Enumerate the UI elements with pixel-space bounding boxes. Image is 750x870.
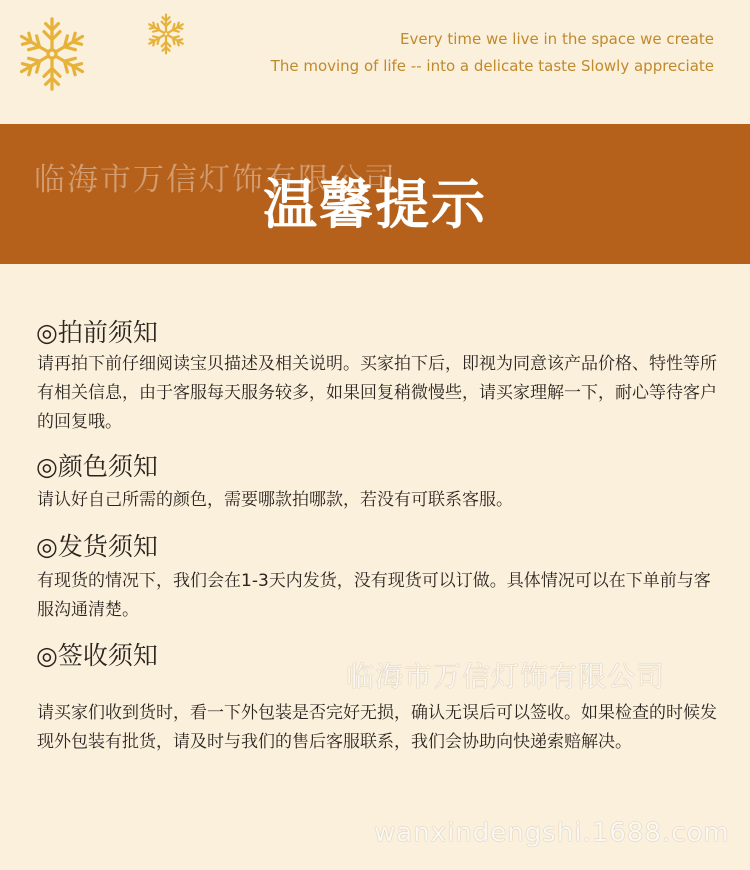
title-banner xyxy=(0,124,750,264)
tagline-line-1: Every time we live in the space we create xyxy=(399,30,714,48)
snowflake-icon xyxy=(12,14,92,94)
section-heading-before-purchase: ◎拍前须知 xyxy=(36,318,158,347)
company-watermark: 临海市万信灯饰有限公司 xyxy=(346,660,666,693)
tagline-line-2: The moving of life -- into a delicate taste Slowly appreciate xyxy=(270,57,714,75)
page-title: 温馨提示 xyxy=(263,172,487,236)
section-heading-shipping: ◎发货须知 xyxy=(36,532,158,561)
section-heading-receipt: ◎签收须知 xyxy=(36,641,158,670)
section-text-receipt: 请买家们收到货时，看一下外包装是否完好无损，确认无误后可以签收。如果检查的时候发现外包装有批货，请及时与我们的售后客服联系，我们会协助向快递索赔解决。 xyxy=(37,703,717,752)
section-heading-color: ◎颜色须知 xyxy=(36,452,158,481)
section-text-before-purchase: 请再拍下前仔细阅读宝贝描述及相关说明。买家拍下后，即视为同意该产品价格、特性等所有相关信息，由于客服每天服务较多，如果回复稍微慢些，请买家理解一下，耐心等待客户的回复哦。 xyxy=(37,354,717,432)
site-watermark: wanxindengshi.1688.com xyxy=(374,818,730,848)
section-text-color: 请认好自己所需的颜色，需要哪款拍哪款，若没有可联系客服。 xyxy=(37,490,513,510)
section-text-shipping: 有现货的情况下，我们会在1-3天内发货，没有现货可以订做。具体情况可以在下单前与客服沟通清楚。 xyxy=(37,571,711,620)
snowflake-icon xyxy=(144,12,188,56)
company-watermark: 临海市万信灯饰有限公司 xyxy=(34,162,397,198)
